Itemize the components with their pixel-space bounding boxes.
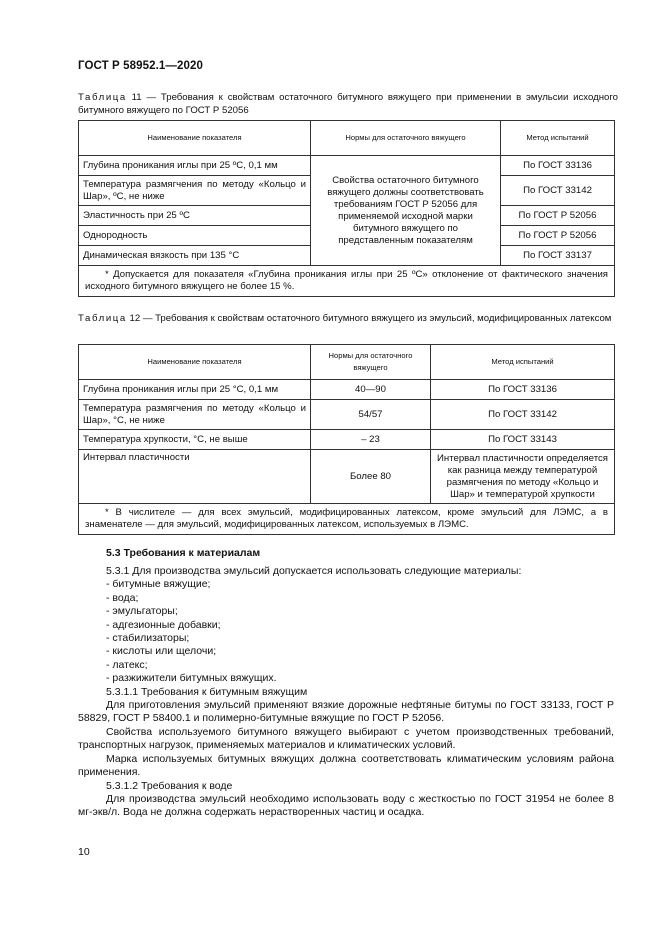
table-cell-name: Глубина проникания иглы при 25 °С, 0,1 мм xyxy=(79,380,311,400)
page-number: 10 xyxy=(78,846,90,858)
table-11-caption xyxy=(78,92,618,117)
table-12-caption xyxy=(78,313,618,326)
table-12-header-method: Метод испытаний xyxy=(431,345,615,380)
table-11-merged-norm: Свойства остаточного битумного вяжущего должны соответствовать требованиям ГОСТ Р 52056 для применяемой исходной марки битумного вяжущего по представленным показателям xyxy=(311,156,501,266)
table-cell-method: По ГОСТ 33142 xyxy=(501,176,615,206)
table-12-caption-text: — Требования к свойствам остаточного битумного вяжущего из эмульсий, модифицированных латексом xyxy=(142,313,612,324)
table-row xyxy=(79,156,615,176)
table-cell-method: По ГОСТ 33136 xyxy=(501,156,615,176)
table-11-header-method: Метод испытаний xyxy=(501,121,615,156)
section-intro: 5.3.1 Для производства эмульсий допускается использовать следующие материалы: xyxy=(106,565,522,577)
table-12-note-text: * В числителе — для всех эмульсий, модифицированных латексом, кроме эмульсий для ЛЭМС, а в знаменателе — для эмульсий, модифицированных латексом, используемых в ЛЭМС. xyxy=(85,507,608,530)
table-11-caption-number: 11 xyxy=(131,92,142,103)
table-12-header-row xyxy=(79,345,615,380)
table-12 xyxy=(78,344,615,535)
section-title: 5.3 Требования к материалам xyxy=(106,547,261,559)
list-item: - разжижители битумных вяжущих. xyxy=(106,672,277,685)
document-header: ГОСТ Р 58952.1—2020 xyxy=(78,60,203,72)
table-12-note-row xyxy=(79,504,615,535)
paragraph: Марка используемых битумных вяжущих должна соответствовать климатическим условиям района применения. xyxy=(78,752,614,779)
table-cell-method: По ГОСТ 33143 xyxy=(431,430,615,450)
table-row xyxy=(79,450,615,504)
list-item: - латекс; xyxy=(106,658,148,671)
list-item: - битумные вяжущие; xyxy=(106,578,211,591)
subsection-title-bitumen: 5.3.1.1 Требования к битумным вяжущим xyxy=(106,685,308,698)
table-cell-method: По ГОСТ 33137 xyxy=(501,246,615,266)
list-item: - эмульгаторы; xyxy=(106,605,178,618)
table-11-note-text: * Допускается для показателя «Глубина проникания иглы при 25 ºС» отклонение от фактического значения исходного битумного вяжущего не более 15 %. xyxy=(85,269,608,292)
section-body xyxy=(78,565,614,820)
table-cell-name: Динамическая вязкость при 135 °С xyxy=(79,246,311,266)
table-cell-norm: Более 80 xyxy=(311,450,431,504)
paragraph: Для производства эмульсий необходимо использовать воду с жесткостью по ГОСТ 31954 не более 8 мг-экв/л. Вода не должна содержать нерастворенных частиц и осадка. xyxy=(78,792,614,819)
table-12-note xyxy=(79,504,615,535)
subsection-title-water: 5.3.1.2 Требования к воде xyxy=(106,779,233,792)
table-cell-method: Интервал пластичности определяется как разница между температурой размягчения по методу «Кольцо и Шар» и температурой хрупкости xyxy=(431,450,615,504)
table-cell-name: Температура размягчения по методу «Кольцо и Шар», ºС, не ниже xyxy=(79,176,311,206)
table-12-caption-number: 12 xyxy=(129,313,141,324)
table-11 xyxy=(78,120,615,297)
table-cell-name: Температура размягчения по методу «Кольцо и Шар», °С, не ниже xyxy=(79,400,311,430)
table-11-header-row xyxy=(79,121,615,156)
table-11-caption-text: — Требования к свойствам остаточного битумного вяжущего при применении в эмульсии исходного битумного вяжущего по ГОСТ Р 52056 xyxy=(78,92,618,116)
table-cell-method: По ГОСТ 33142 xyxy=(431,400,615,430)
table-11-header-name: Наименование показателя xyxy=(79,121,311,156)
table-cell-name: Глубина проникания иглы при 25 ºС, 0,1 мм xyxy=(79,156,311,176)
table-11-caption-label: Таблица xyxy=(78,92,127,103)
table-11-header-norm: Нормы для остаточного вяжущего xyxy=(311,121,501,156)
table-cell-name: Интервал пластичности xyxy=(79,450,311,504)
table-row xyxy=(79,430,615,450)
list-item: - адгезионные добавки; xyxy=(106,618,221,631)
table-12-header-norm: Нормы для остаточного вяжущего xyxy=(311,345,431,380)
table-cell-norm: – 23 xyxy=(311,430,431,450)
table-cell-norm: 40—90 xyxy=(311,380,431,400)
table-cell-method: По ГОСТ 33136 xyxy=(431,380,615,400)
paragraph: Свойства используемого битумного вяжущего выбирают с учетом производственных требований, транспортных нагрузок, применяемых материалов и климатических условий. xyxy=(78,725,614,752)
list-item: - стабилизаторы; xyxy=(106,632,190,645)
table-12-caption-label: Таблица xyxy=(78,313,127,324)
table-cell-method: По ГОСТ Р 52056 xyxy=(501,226,615,246)
table-12-header-name: Наименование показателя xyxy=(79,345,311,380)
table-cell-method: По ГОСТ Р 52056 xyxy=(501,206,615,226)
table-cell-norm: 54/57 xyxy=(311,400,431,430)
table-11-note-row xyxy=(79,266,615,297)
table-11-note xyxy=(79,266,615,297)
list-item: - кислоты или щелочи; xyxy=(106,645,217,658)
list-item: - вода; xyxy=(106,591,139,604)
paragraph: Для приготовления эмульсий применяют вязкие дорожные нефтяные битумы по ГОСТ 33133, ГОСТ Р 58829, ГОСТ Р 58400.1 и полимерно-битумные вяжущие по ГОСТ Р 52056. xyxy=(78,699,614,725)
table-cell-name: Эластичность при 25 ºС xyxy=(79,206,311,226)
table-row xyxy=(79,380,615,400)
table-cell-name: Однородность xyxy=(79,226,311,246)
table-cell-name: Температура хрупкости, °С, не выше xyxy=(79,430,311,450)
table-row xyxy=(79,400,615,430)
